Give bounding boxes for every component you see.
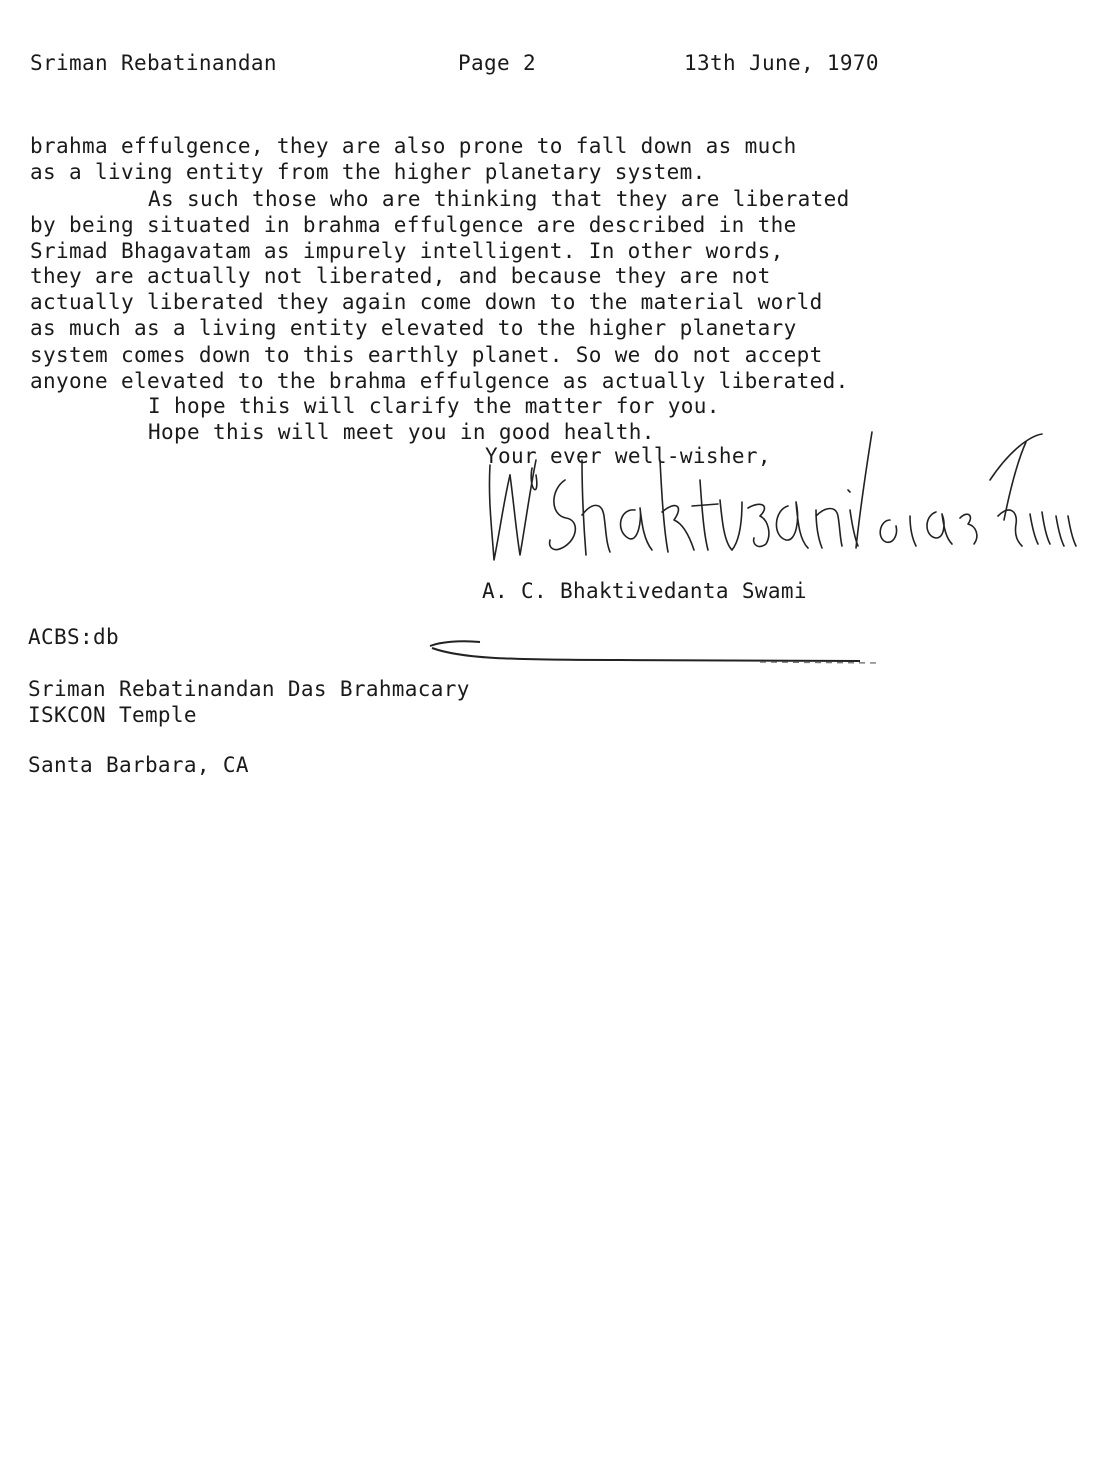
body-line: I hope this will clarify the matter for you.	[148, 394, 720, 418]
body-line: Hope this will meet you in good health.	[148, 420, 655, 444]
address-line-name: Sriman Rebatinandan Das Brahmacary	[28, 677, 470, 701]
body-line: anyone elevated to the brahma effulgence as actually liberated.	[30, 369, 849, 393]
signature-rule-line	[420, 634, 890, 668]
body-line: Srimad Bhagavatam as impurely intelligent. In other words,	[30, 239, 784, 263]
body-line: actually liberated they again come down to the material world	[30, 290, 823, 314]
typed-signer-name: A. C. Bhaktivedanta Swami	[482, 579, 807, 603]
body-line: brahma effulgence, they are also prone to fall down as much	[30, 134, 797, 158]
body-line: as much as a living entity elevated to the higher planetary	[30, 316, 797, 340]
body-line: by being situated in brahma effulgence are described in the	[30, 213, 797, 237]
body-line: As such those who are thinking that they are liberated	[148, 187, 850, 211]
header-recipient: Sriman Rebatinandan	[30, 51, 277, 75]
reference-initials: ACBS:db	[28, 625, 119, 649]
body-line: they are actually not liberated, and because they are not	[30, 264, 771, 288]
body-line: system comes down to this earthly planet. So we do not accept	[30, 343, 823, 367]
closing-salutation: Your ever well-wisher,	[485, 444, 771, 468]
handwritten-signature	[470, 420, 1090, 590]
header-page-number: Page 2	[458, 51, 536, 75]
address-line-city: Santa Barbara, CA	[28, 753, 249, 777]
header-date: 13th June, 1970	[684, 51, 879, 75]
address-line-organization: ISKCON Temple	[28, 703, 197, 727]
body-line: as a living entity from the higher planetary system.	[30, 160, 706, 184]
